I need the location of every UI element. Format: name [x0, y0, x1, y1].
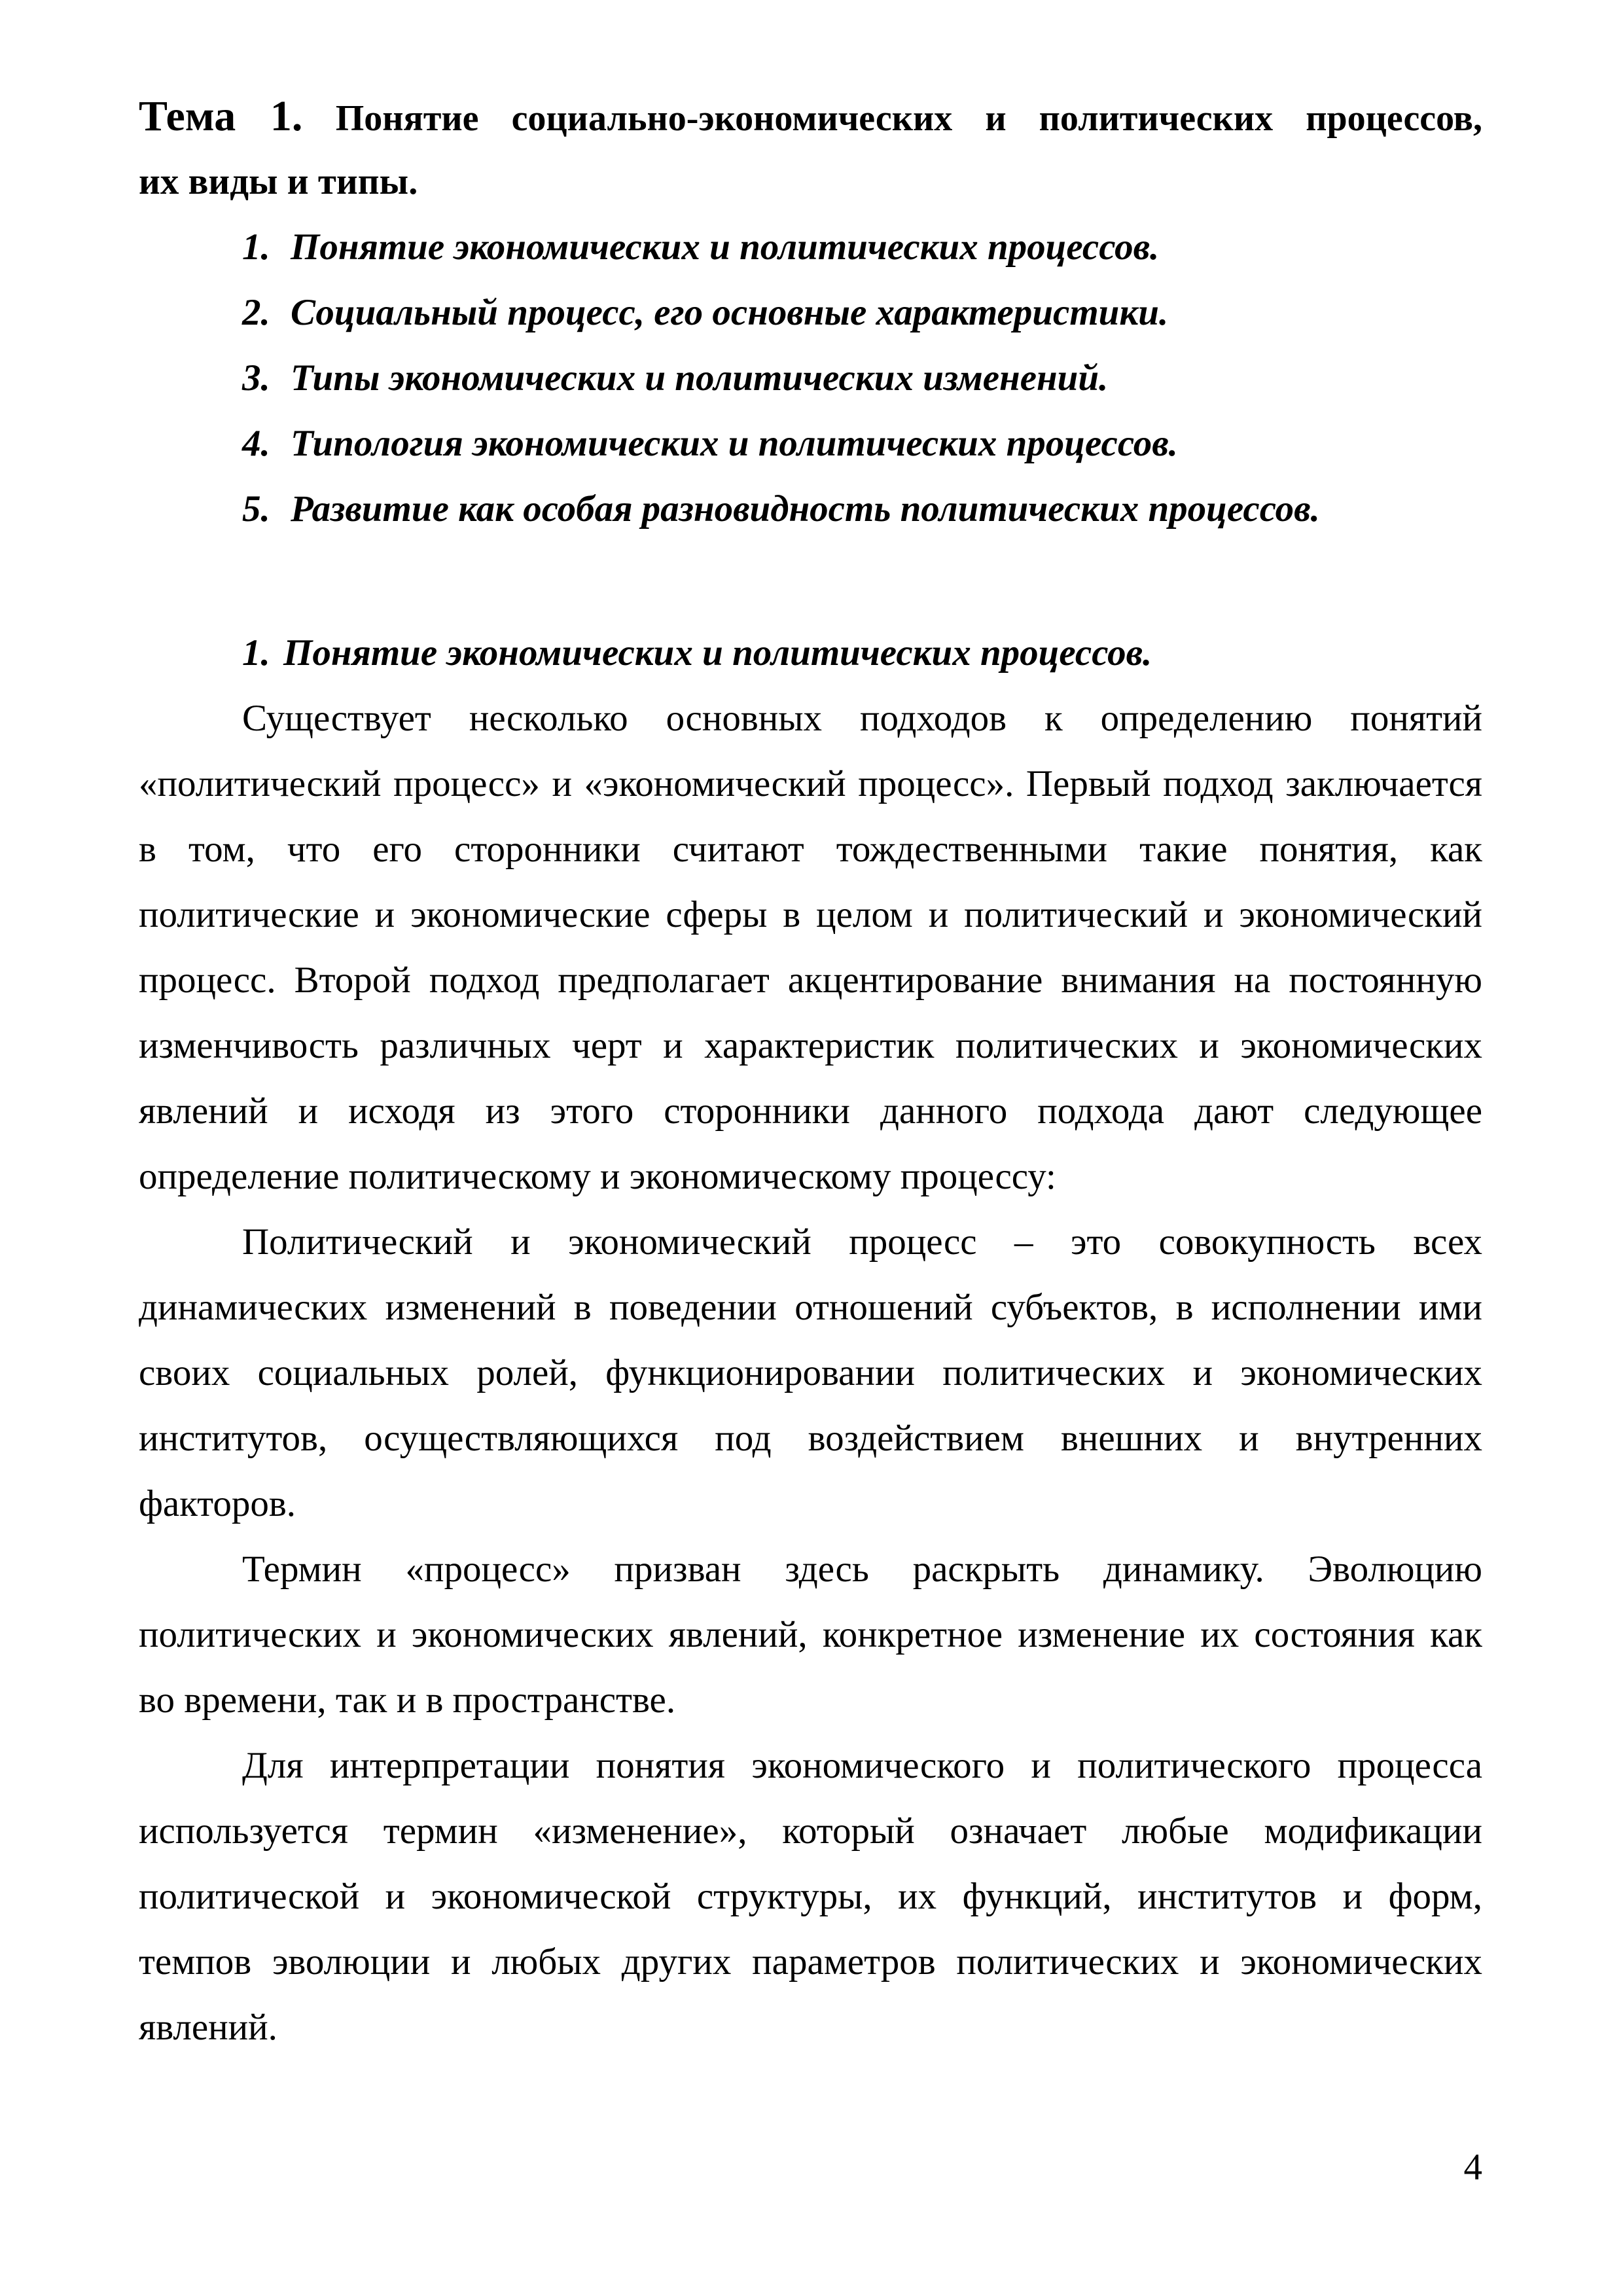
paragraph-line: во времени, так и в пространстве.: [139, 1679, 676, 1721]
paragraph-line: изменчивость различных черт и характеристик политических и экономических: [139, 1025, 1482, 1066]
paragraph-line: «политический процесс» и «экономический процесс». Первый подход заключается: [139, 763, 1482, 804]
toc-item-number: 3.: [242, 357, 270, 399]
body-text: [139, 686, 1482, 2060]
section-heading-number: 1.: [242, 632, 270, 673]
paragraph-line: политической и экономической структуры, их функций, институтов и форм,: [139, 1876, 1482, 1917]
paragraph-line: явлений.: [139, 2007, 277, 2048]
paragraph-line: процесс. Второй подход предполагает акцентирование внимания на постоянную: [139, 960, 1482, 1001]
paragraph-line: динамических изменений в поведении отношений субъектов, в исполнении ими: [139, 1287, 1482, 1328]
paragraph-line: Термин «процесс» призван здесь раскрыть динамику. Эволюцию: [242, 1549, 1482, 1590]
section-heading-text: Понятие экономических и политических процессов.: [283, 632, 1152, 673]
toc-item-text: Понятие экономических и политических процессов.: [291, 226, 1160, 268]
section-heading: [139, 620, 1482, 686]
toc-item-number: 4.: [242, 423, 270, 464]
body-paragraph: [139, 1733, 1482, 2060]
toc-item: [139, 280, 1482, 346]
toc-item-text: Типология экономических и политических процессов.: [291, 423, 1178, 464]
body-paragraph: [139, 1210, 1482, 1537]
toc-item: [139, 215, 1482, 280]
paragraph-line: политических и экономических явлений, конкретное изменение их состояния как: [139, 1614, 1482, 1655]
paragraph-line: своих социальных ролей, функционировании политических и экономических: [139, 1352, 1482, 1393]
toc-item-number: 1.: [242, 226, 270, 268]
title-text: Понятие социально-экономических и политических процессов,: [335, 98, 1483, 139]
title-topic-number: Тема 1.: [139, 92, 303, 140]
toc-item-text: Социальный процесс, его основные характеристики.: [291, 292, 1169, 333]
toc-item-number: 2.: [242, 292, 270, 333]
toc-item: [139, 411, 1482, 476]
paragraph-line: используется термин «изменение», который означает любые модификации: [139, 1810, 1482, 1852]
document-title: [139, 84, 1482, 215]
page-content: [139, 84, 1482, 2060]
paragraph-line: факторов.: [139, 1483, 296, 1524]
toc-item-text: Типы экономических и политических изменений.: [291, 357, 1109, 399]
paragraph-line: институтов, осуществляющихся под воздействием внешних и внутренних: [139, 1418, 1482, 1459]
toc-list: [139, 215, 1482, 542]
toc-item-text: Развитие как особая разновидность политических процессов.: [291, 488, 1320, 529]
paragraph-line: явлений и исходя из этого сторонники данного подхода дают следующее: [139, 1090, 1482, 1132]
paragraph-line: темпов эволюции и любых других параметров политических и экономических: [139, 1941, 1482, 1982]
vertical-spacer: [139, 542, 1482, 620]
paragraph-line: определение политическому и экономическому процессу:: [139, 1156, 1056, 1197]
body-paragraph: [139, 1537, 1482, 1733]
toc-item-number: 5.: [242, 488, 270, 529]
paragraph-line: Политический и экономический процесс – это совокупность всех: [242, 1221, 1482, 1263]
body-paragraph: [139, 686, 1482, 1210]
title-line-2: их виды и типы.: [139, 161, 418, 202]
page-number: 4: [1463, 2147, 1482, 2188]
toc-item: [139, 346, 1482, 411]
paragraph-line: политические и экономические сферы в целом и политический и экономический: [139, 894, 1482, 935]
paragraph-line: Существует несколько основных подходов к определению понятий: [242, 698, 1482, 739]
toc-item: [139, 476, 1482, 542]
paragraph-line: в том, что его сторонники считают тождественными такие понятия, как: [139, 829, 1482, 870]
paragraph-line: Для интерпретации понятия экономического и политического процесса: [242, 1745, 1482, 1786]
title-line-1: [139, 84, 1482, 149]
